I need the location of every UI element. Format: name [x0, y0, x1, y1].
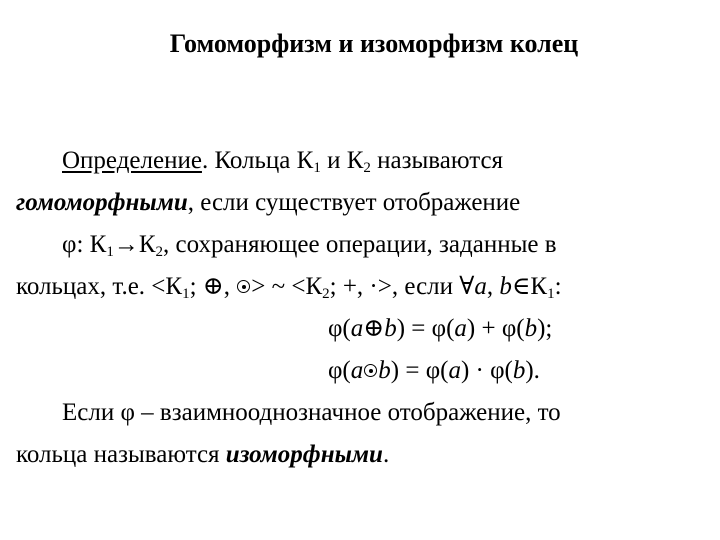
formula-multiplication: [328, 356, 540, 386]
text-line-3: [62, 230, 557, 260]
slide-title: Гомоморфизм и изоморфизм колец: [169, 29, 579, 58]
formula-part: ) + φ(: [466, 315, 525, 342]
line3-text: , сохраняющее операции, заданные в: [163, 231, 557, 258]
and-k-text: и К: [320, 147, 364, 174]
text-line-8: [16, 440, 389, 470]
map-k1-text: : К: [76, 231, 107, 258]
formula-part: ) · φ(: [460, 357, 513, 384]
subscript-1: 1: [547, 286, 555, 302]
oplus-text: ; ⊕,: [189, 273, 237, 300]
var-a: a: [350, 357, 364, 384]
odot-icon: [364, 364, 377, 377]
period: .: [382, 441, 390, 468]
subscript-2: 2: [363, 160, 371, 176]
var-a: a: [454, 315, 467, 342]
subscript-1: 1: [182, 286, 190, 302]
var-a: a: [474, 273, 487, 300]
formula-part: φ(: [328, 315, 351, 342]
var-a: a: [350, 315, 364, 342]
subscript-1: 1: [106, 244, 114, 260]
line7-text: Если: [62, 399, 121, 426]
var-b: b: [512, 357, 526, 384]
subscript-1: 1: [313, 160, 321, 176]
term-homomorphic: гомоморфными: [16, 189, 188, 216]
var-b: b: [499, 273, 512, 300]
definition-label: Определение: [62, 147, 202, 174]
map-k2-text: К: [138, 231, 156, 258]
called-text: называются: [370, 147, 504, 174]
var-b: b: [524, 315, 538, 342]
formula-part: ) = φ(: [396, 315, 455, 342]
ring1-text: кольцах, т.е. <К: [16, 273, 183, 300]
phi-symbol: φ: [120, 399, 135, 426]
line7-text: – взаимнооднозначное отображение, то: [134, 399, 561, 426]
ring2-text: > ~ <К: [251, 273, 323, 300]
text-line-2: [16, 188, 520, 218]
in-k-text: ∈К: [511, 273, 548, 300]
line1-text: . Кольца К: [201, 147, 314, 174]
phi-symbol: φ: [62, 231, 77, 258]
var-b: b: [384, 315, 397, 342]
colon: :: [554, 273, 562, 300]
formula-part: );: [537, 315, 553, 342]
formula-part: ⊕: [363, 315, 385, 342]
formula-part: φ(: [328, 357, 351, 384]
term-isomorphic: изоморфными: [225, 441, 383, 468]
odot-icon: [237, 280, 250, 293]
text-line-1: [62, 146, 503, 176]
subscript-2: 2: [322, 286, 330, 302]
formula-part: ) = φ(: [390, 357, 449, 384]
var-a: a: [448, 357, 461, 384]
comma: ,: [486, 273, 500, 300]
formula-addition: [328, 314, 552, 344]
text-line-7: [62, 398, 561, 428]
subscript-2: 2: [155, 244, 163, 260]
forall-text: ; +, ·>, если ∀: [329, 273, 475, 300]
line8-text: кольца называются: [16, 441, 226, 468]
line2-text: , если существует отображение: [187, 189, 521, 216]
var-b: b: [378, 357, 391, 384]
arrow-icon: →: [113, 231, 139, 258]
text-line-4: [16, 272, 562, 302]
formula-part: ).: [525, 357, 540, 384]
